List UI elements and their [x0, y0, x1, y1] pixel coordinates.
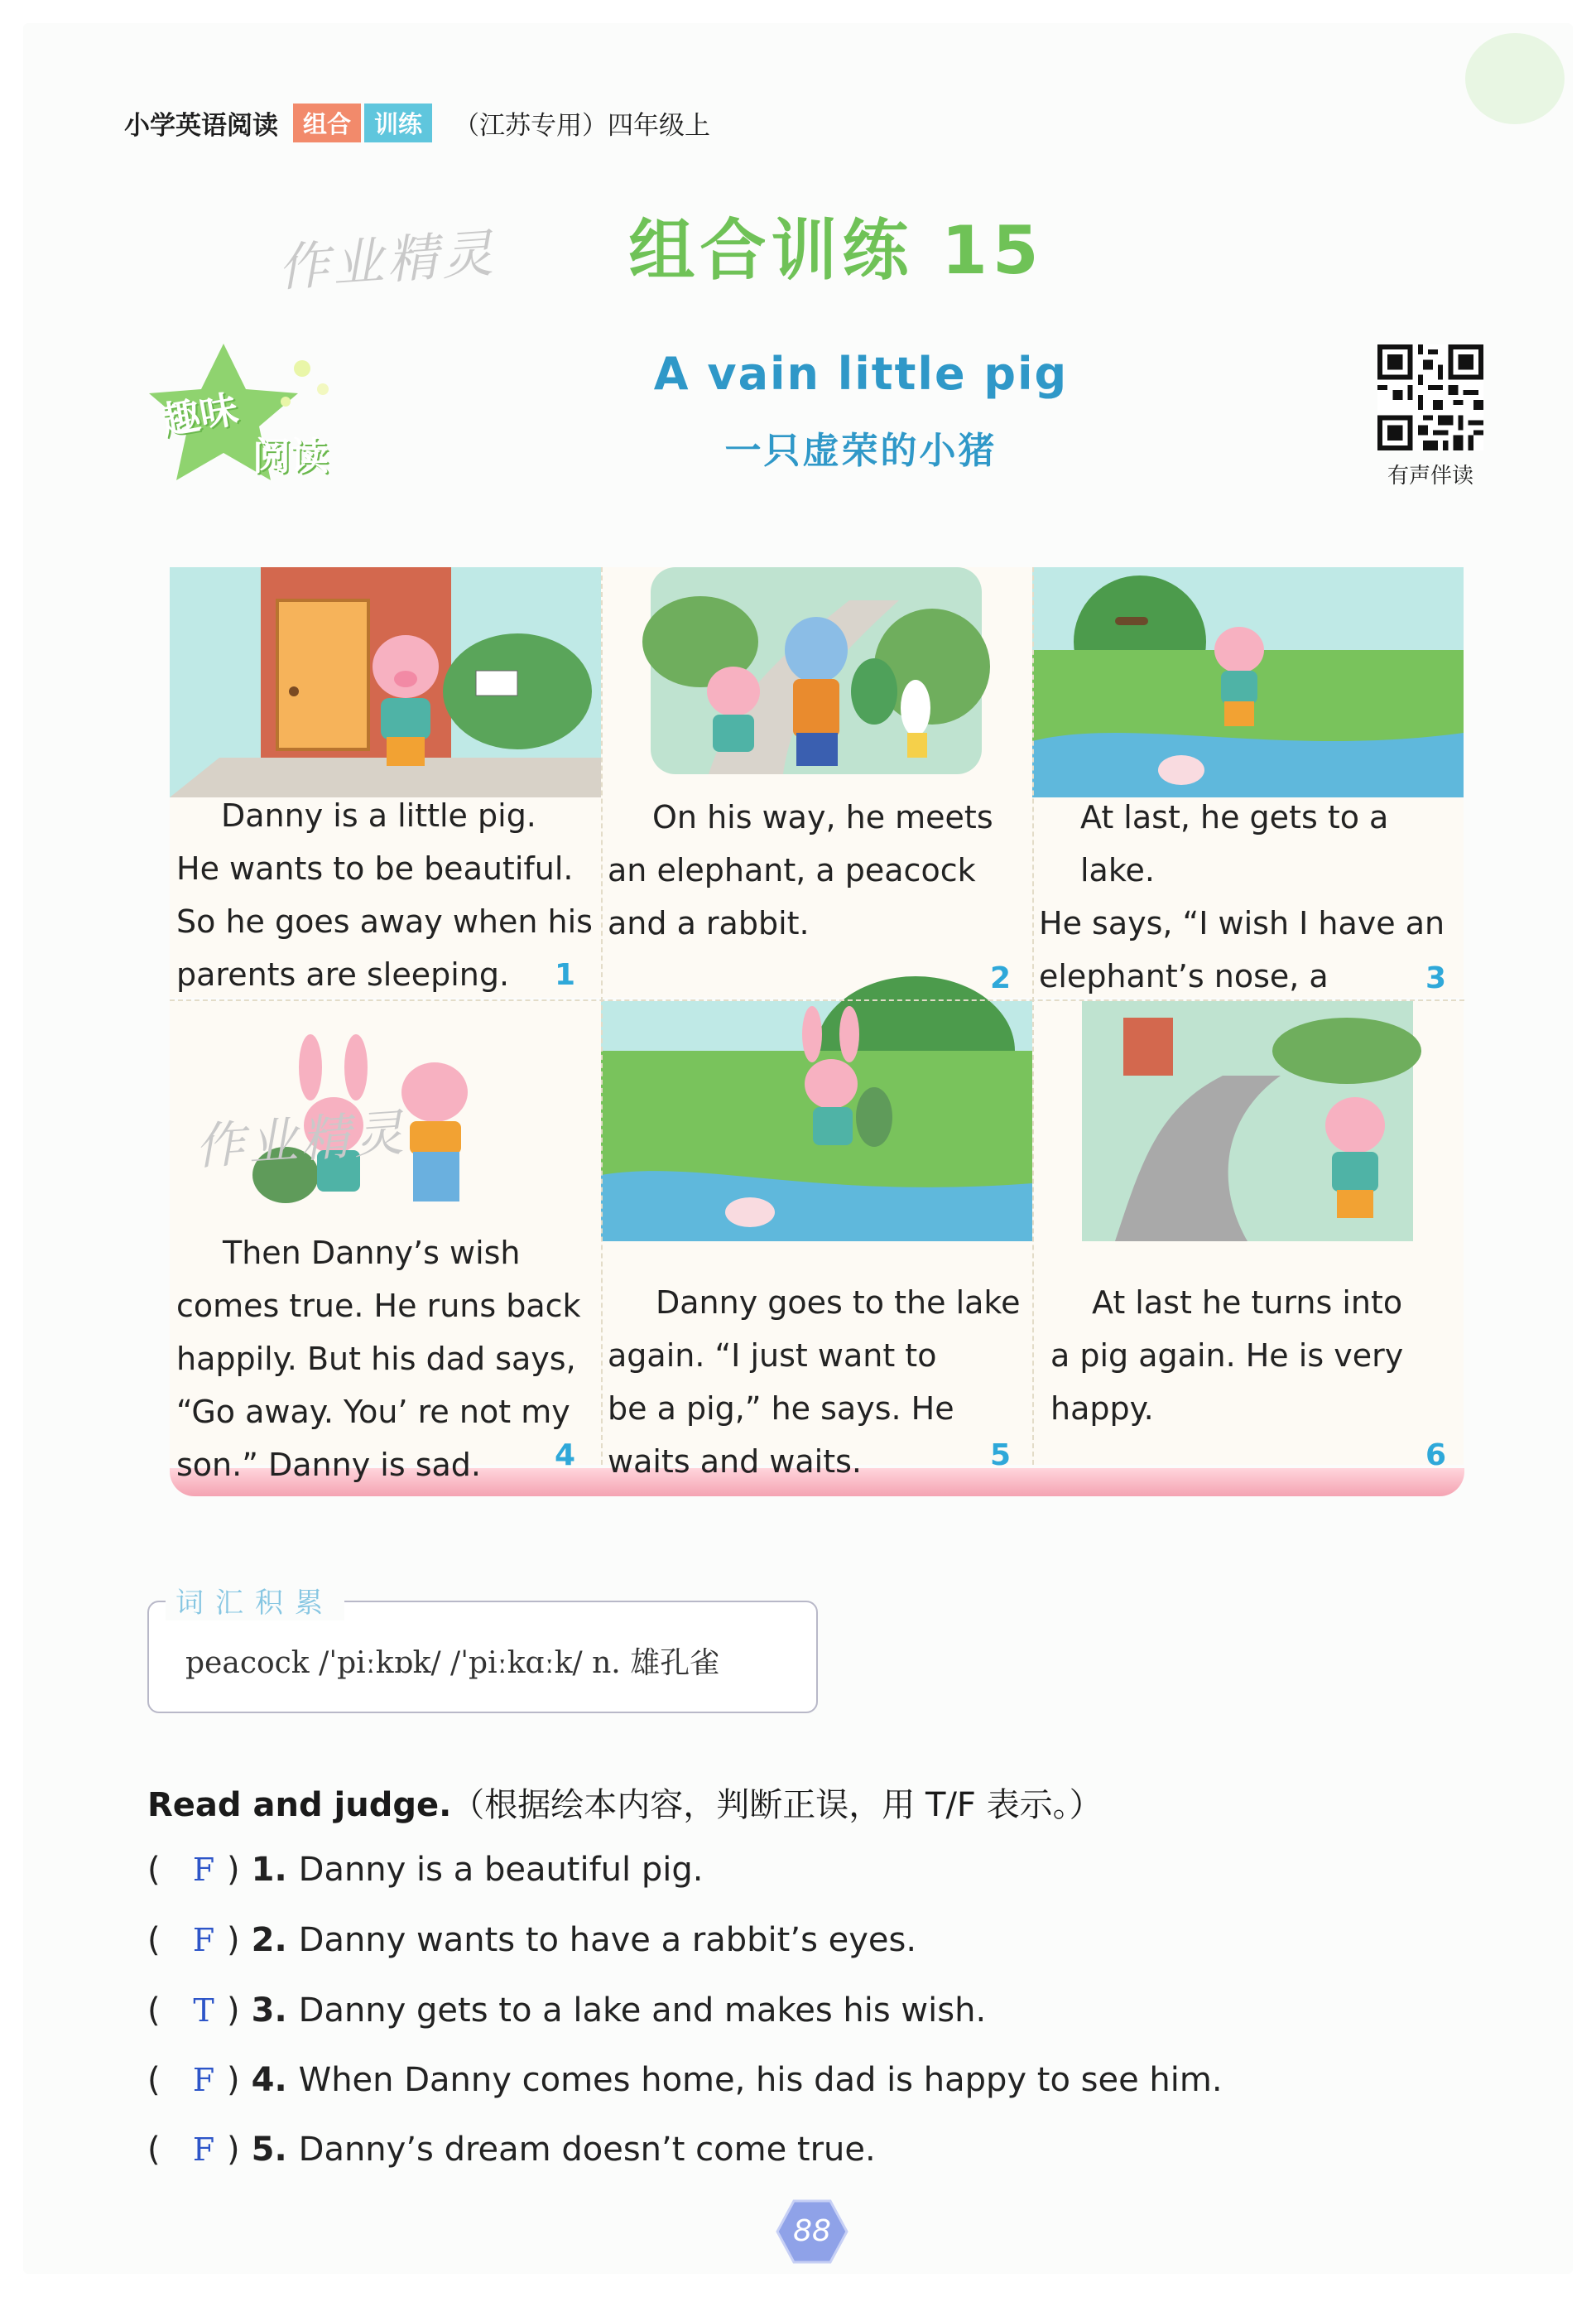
book-header [124, 101, 710, 144]
badge-line2: 阅读 [252, 434, 329, 479]
item-text: Danny wants to have a rabbit’s eyes. [298, 1921, 917, 1959]
panel-text [170, 1226, 601, 1491]
panel-text [1032, 1276, 1464, 1435]
panel-divider [1032, 567, 1034, 1465]
panel-line: He says, “I wish I have an [1039, 905, 1445, 941]
panel-line: an elephant, a peacock [608, 852, 976, 888]
panel-line: waits and waits. [608, 1443, 862, 1480]
story-panels [170, 567, 1464, 1485]
qr-code-icon[interactable] [1377, 344, 1483, 450]
answer-field[interactable]: F [192, 2062, 215, 2098]
exercise-heading-zh: （根据绘本内容，判断正误，用 T/F 表示。） [451, 1786, 1103, 1824]
panel-number: 6 [1425, 1438, 1447, 1472]
story-panel-4 [170, 1001, 601, 1483]
edition-label: （江苏专用）四年级上 [454, 110, 711, 141]
bracket-close: ) [227, 1921, 240, 1959]
story-panel-2 [601, 567, 1032, 998]
bracket-close: ) [227, 2131, 240, 2169]
panel-divider [601, 567, 603, 1465]
bracket-open: ( [147, 1921, 161, 1959]
panel-line: Danny goes to the lake [656, 1284, 1021, 1321]
exercise-item [147, 2055, 1223, 2105]
bracket-close: ) [227, 1851, 240, 1889]
exercise-item [147, 1845, 703, 1895]
item-text: When Danny comes home, his dad is happy to see him. [298, 2061, 1223, 2099]
fun-reading-badge [145, 344, 352, 497]
item-number: 1. [251, 1851, 287, 1889]
panel-illustration [170, 567, 601, 797]
exercise-item [147, 1915, 916, 1965]
item-text: Danny’s dream doesn’t come true. [298, 2131, 876, 2169]
panel-divider [170, 999, 1464, 1001]
exercise-item [147, 1986, 986, 2035]
panel-line: Then Danny’s wish [223, 1235, 521, 1271]
corner-decoration [1465, 33, 1565, 124]
item-number: 4. [251, 2061, 287, 2099]
panel-line: On his way, he meets [652, 799, 993, 835]
bracket-close: ) [227, 2061, 240, 2099]
panel-line: At last, he gets to a lake. [1080, 799, 1389, 888]
bracket-open: ( [147, 1851, 161, 1889]
bracket-open: ( [147, 2131, 161, 2169]
panel-line: happy. [1050, 1390, 1154, 1427]
panel-illustration [601, 1001, 1032, 1241]
panel-illustration [601, 567, 1032, 797]
panel-line: So he goes away when his [176, 903, 593, 940]
item-text: Danny is a beautiful pig. [298, 1851, 704, 1889]
panel-text [170, 789, 601, 1001]
vocab-entry: peacock /ˈpiːkɒk/ /ˈpiːkɑːk/ n. 雄孔雀 [185, 1646, 720, 1680]
item-number: 3. [251, 1991, 287, 2030]
exercise-item [147, 2125, 876, 2174]
page-number: 88 [793, 2214, 831, 2248]
story-panel-1 [170, 567, 601, 998]
panel-line: parents are sleeping. [176, 956, 510, 993]
story-title: A vain little pig [653, 348, 1069, 400]
panel-line: “Go away. You’ re not my [176, 1394, 570, 1430]
panel-line: comes true. He runs back [176, 1288, 581, 1324]
story-panel-3 [1032, 567, 1464, 998]
lesson-title: 组合训练 15 [628, 212, 1044, 289]
header-tag-training: 训练 [364, 104, 432, 142]
book-title: 小学英语阅读 [124, 110, 278, 141]
watermark-top: 作业精灵 [276, 222, 498, 299]
page-number-badge [776, 2199, 848, 2264]
vocab-title: 词汇积累 [166, 1580, 344, 1620]
watermark-panel: 作业精灵 [193, 1104, 409, 1177]
panel-line: He wants to be beautiful. [176, 850, 574, 887]
story-panel-6 [1032, 1001, 1464, 1472]
panel-line: At last he turns into [1092, 1284, 1403, 1321]
panel-line: be a pig,” he says. He [608, 1390, 954, 1427]
panel-number: 4 [555, 1438, 576, 1472]
panel-line: Danny is a little pig. [221, 797, 536, 834]
panel-line: a pig again. He is very [1050, 1337, 1404, 1374]
panel-text [601, 791, 1032, 950]
item-text: Danny gets to a lake and makes his wish. [298, 1991, 987, 2030]
panel-illustration [1032, 1001, 1464, 1241]
panel-illustration [1032, 567, 1464, 797]
header-tag-combo: 组合 [293, 104, 361, 142]
item-number: 2. [251, 1921, 287, 1959]
bracket-open: ( [147, 2061, 161, 2099]
panel-number: 5 [990, 1438, 1012, 1472]
bracket-close: ) [227, 1991, 240, 2030]
answer-field[interactable]: F [192, 1922, 215, 1958]
answer-field[interactable]: F [192, 2131, 215, 2168]
panel-number: 3 [1425, 961, 1447, 995]
panel-number: 1 [555, 958, 576, 992]
panel-text [601, 1276, 1032, 1488]
panel-line: son.” Danny is sad. [176, 1447, 481, 1483]
panel-line: elephant’s nose, a [1039, 958, 1329, 994]
exercise-heading [147, 1779, 1103, 1826]
story-subtitle: 一只虚荣的小猪 [724, 430, 997, 472]
item-number: 5. [251, 2131, 287, 2169]
bracket-open: ( [147, 1991, 161, 2030]
answer-field[interactable]: F [192, 1852, 215, 1888]
panel-number: 2 [990, 961, 1012, 995]
panel-line: and a rabbit. [608, 905, 810, 941]
panel-line: again. “I just want to [608, 1337, 937, 1374]
panel-line: happily. But his dad says, [176, 1341, 576, 1377]
qr-label: 有声伴读 [1387, 464, 1473, 489]
answer-field[interactable]: T [193, 1992, 214, 2029]
exercise-heading-en: Read and judge. [147, 1786, 452, 1824]
badge-line1: 趣味 [158, 386, 242, 444]
story-panel-5 [601, 1001, 1032, 1480]
